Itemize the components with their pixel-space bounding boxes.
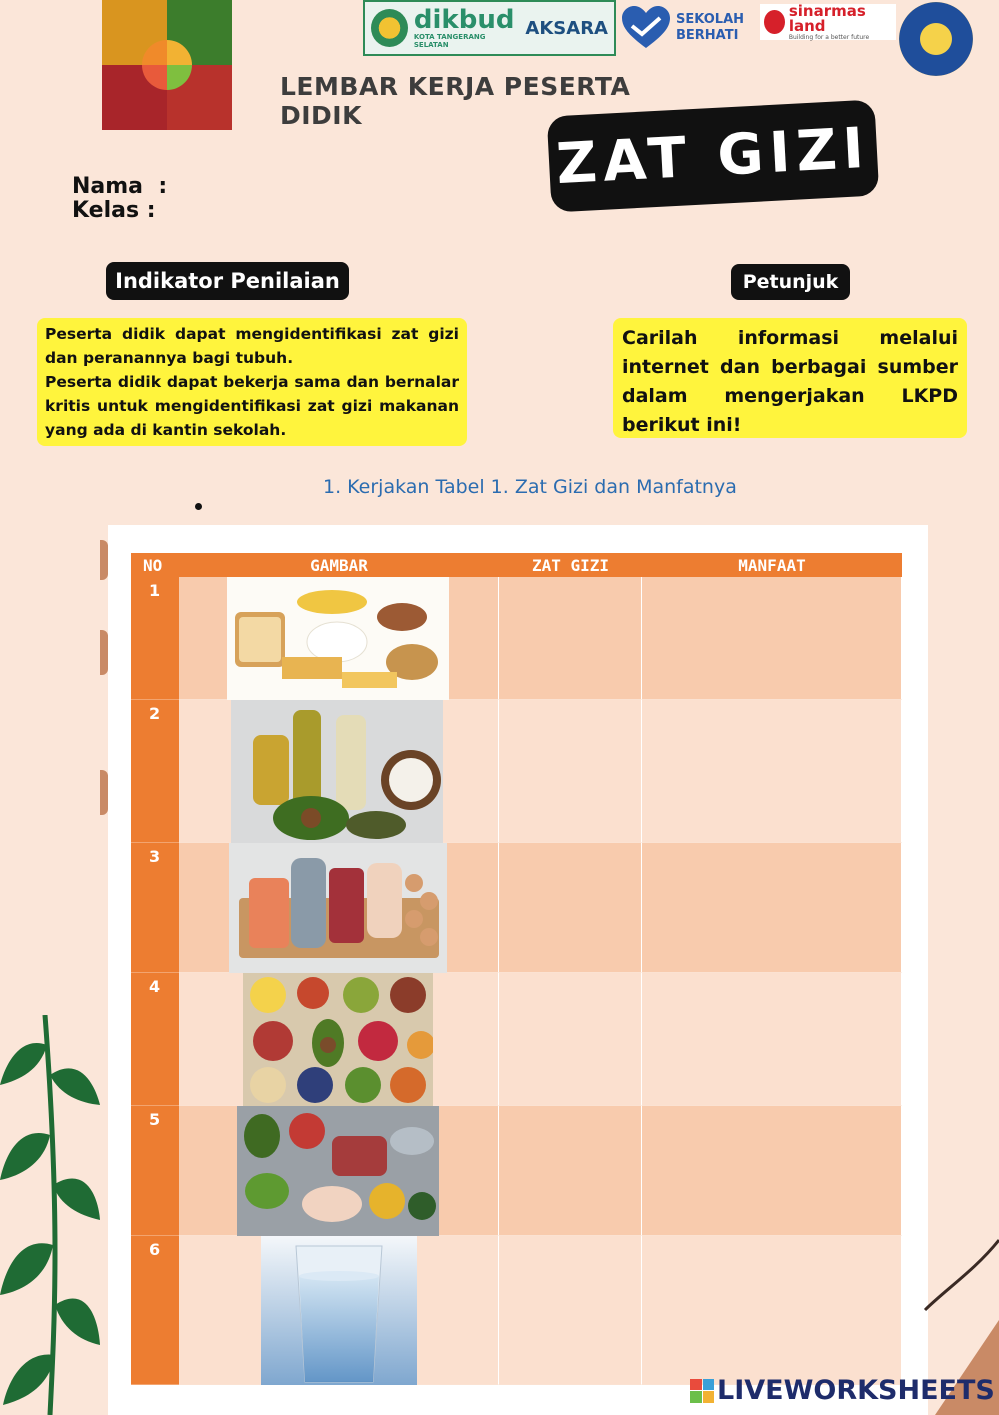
manfaat-answer-cell[interactable] <box>642 1106 902 1236</box>
zat-gizi-answer-cell[interactable] <box>499 577 642 700</box>
image-cell <box>179 577 499 700</box>
sekolah-text: SEKOLAH <box>676 12 745 28</box>
indicator-title: Indikator Penilaian <box>106 262 349 300</box>
school-seal-icon <box>899 2 973 76</box>
plant-leaves-icon <box>0 1015 100 1415</box>
dikbud-logo-text: dikbud <box>413 5 515 35</box>
indicator-text-1: Peserta didik dapat mengidentifikasi zat gizi dan peranannya bagi tubuh. <box>45 325 459 367</box>
zat-gizi-answer-cell[interactable] <box>499 1106 642 1236</box>
side-strip <box>100 540 108 580</box>
instructions-box <box>613 318 967 438</box>
nutrient-table <box>131 553 902 1385</box>
manfaat-answer-cell[interactable] <box>642 700 902 843</box>
zat-gizi-answer-cell[interactable] <box>499 843 642 973</box>
water-glass-image <box>261 1236 417 1385</box>
carbohydrate-foods-image <box>227 577 449 700</box>
topic-title: ZAT GIZI <box>554 115 872 197</box>
sekolah-berhati-logo <box>622 2 752 54</box>
image-cell <box>179 1106 499 1236</box>
liveworksheets-watermark[interactable] <box>690 1375 995 1406</box>
tangsel-seal-icon <box>371 9 408 47</box>
mixed-foods-image <box>237 1106 439 1236</box>
indicator-text-2: Peserta didik dapat bekerja sama dan bernalar kritis untuk mengidentifikasi zat gizi makanan yang ada di kantin sekolah. <box>45 373 459 439</box>
header-manfaat: MANFAAT <box>642 553 902 577</box>
side-strip <box>100 770 108 815</box>
fruits-vegetables-image <box>243 973 433 1106</box>
heart-icon <box>622 6 670 50</box>
indicator-box <box>37 318 467 446</box>
liveworksheets-logo-icon <box>690 1379 714 1403</box>
header-no: NO <box>131 553 179 577</box>
class-label: Kelas : <box>72 198 156 223</box>
row-number: 1 <box>131 577 179 700</box>
row-number: 6 <box>131 1236 179 1385</box>
manfaat-answer-cell[interactable] <box>642 973 902 1106</box>
sinarmas-name-text: sinarmas land <box>788 1 866 35</box>
manfaat-answer-cell[interactable] <box>642 1236 902 1385</box>
identity-block <box>72 175 167 223</box>
watermark-text: LIVEWORKSHEETS <box>717 1375 995 1406</box>
row-number: 4 <box>131 973 179 1106</box>
sinarmas-tagline-text: Building for a better future <box>788 33 870 41</box>
dikbud-region-text: KOTA TANGERANG SELATAN <box>413 33 486 49</box>
dikbud-logo <box>363 0 616 56</box>
task-heading: 1. Kerjakan Tabel 1. Zat Gizi dan Manfatnya <box>323 476 737 498</box>
food-groups-thumbnail <box>102 0 232 130</box>
zat-gizi-answer-cell[interactable] <box>499 700 642 843</box>
bullet-dot <box>195 503 202 510</box>
topic-banner <box>547 99 880 212</box>
image-cell <box>179 700 499 843</box>
oils-fats-foods-image <box>231 700 443 843</box>
zat-gizi-answer-cell[interactable] <box>499 973 642 1106</box>
manfaat-answer-cell[interactable] <box>642 577 902 700</box>
side-strip <box>100 630 108 675</box>
row-number: 2 <box>131 700 179 843</box>
instructions-text: Carilah informasi melalui internet dan berbagai sumber dalam mengerjakan LKPD berikut ini! <box>622 327 958 436</box>
berhati-text: BERHATI <box>676 28 739 43</box>
header-zat-gizi: ZAT GIZI <box>499 553 642 577</box>
manfaat-answer-cell[interactable] <box>642 843 902 973</box>
aksara-logo-text: AKSARA <box>525 17 608 39</box>
header-gambar: GAMBAR <box>179 553 499 577</box>
sinarmas-mark-icon <box>764 10 785 34</box>
row-number: 3 <box>131 843 179 973</box>
sinarmas-land-logo <box>760 1 896 41</box>
image-cell <box>179 843 499 973</box>
zat-gizi-answer-cell[interactable] <box>499 1236 642 1385</box>
image-cell <box>179 1236 499 1385</box>
worksheet-title: LEMBAR KERJA PESERTA DIDIK <box>280 72 631 130</box>
instructions-title: Petunjuk <box>731 264 850 300</box>
row-number: 5 <box>131 1106 179 1236</box>
name-label: Nama : <box>72 174 168 199</box>
protein-foods-image <box>229 843 447 973</box>
image-cell <box>179 973 499 1106</box>
